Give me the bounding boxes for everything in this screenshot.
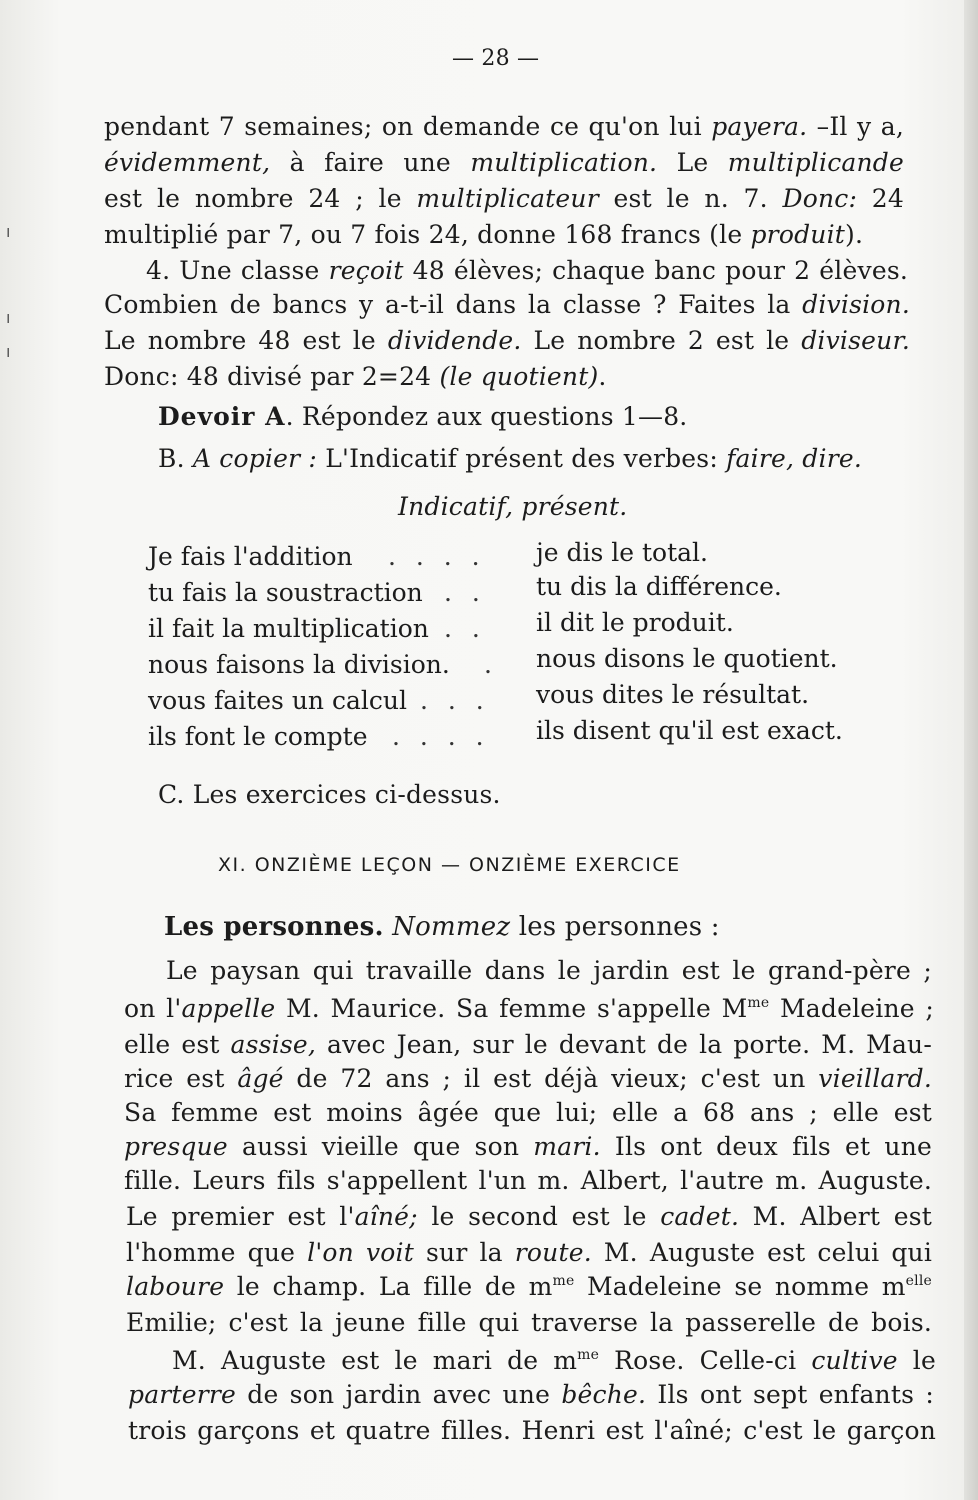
lesson-line: l'homme que l'on voit sur la route. M. Auguste est celui qui bbox=[126, 1238, 933, 1267]
conjugation-left-1: tu fais la soustraction bbox=[148, 578, 423, 607]
text-line: Donc: 48 divisé par 2=24 (le quotient). bbox=[104, 362, 607, 391]
conjugation-title: Indicatif, présent. bbox=[398, 492, 628, 521]
lesson-line: Le paysan qui travaille dans le jardin est le grand-père ; bbox=[166, 956, 932, 985]
lesson-line: Le premier est l'aîné; le second est le cadet. M. Albert est bbox=[126, 1202, 932, 1231]
text-line: est le nombre 24 ; le multiplicateur est le n. 7. Donc: 24 bbox=[104, 184, 904, 213]
lesson-heading: XI. ONZIÈME LEÇON — ONZIÈME EXERCICE bbox=[218, 854, 681, 876]
conjugation-right-2: il dit le produit. bbox=[536, 608, 734, 637]
lesson-line: presque aussi vieille que son mari. Ils ont deux fils et une bbox=[124, 1132, 932, 1161]
lesson-intro: Les personnes. Nommez les personnes : bbox=[164, 912, 720, 942]
devoir-a: Devoir A. Répondez aux questions 1—8. bbox=[158, 402, 688, 431]
devoir-b: B. A copier : L'Indicatif présent des verbes: faire, dire. bbox=[158, 444, 862, 473]
conjugation-dots-4: . . . bbox=[420, 686, 490, 715]
conjugation-right-1: tu dis la différence. bbox=[536, 572, 782, 601]
lesson-line: elle est assise, avec Jean, sur le devant de la porte. M. Mau- bbox=[124, 1030, 933, 1059]
lesson-line: Emilie; c'est la jeune fille qui traverse la passerelle de bois. bbox=[126, 1308, 932, 1337]
conjugation-dots-1: . . bbox=[444, 578, 486, 607]
conjugation-left-2: il fait la multiplication bbox=[148, 614, 429, 643]
conjugation-left-3: nous faisons la division. bbox=[148, 650, 450, 679]
margin-handwriting bbox=[30, 500, 106, 533]
lesson-line: on l'appelle M. Maurice. Sa femme s'appelle $M^{me}$ Madeleine ; bbox=[124, 994, 935, 1023]
conjugation-dots-2: . . bbox=[444, 614, 486, 643]
text-line: Le nombre 48 est le dividende. Le nombre 2 est le diviseur. bbox=[104, 326, 910, 355]
conjugation-dots-3: . bbox=[484, 650, 498, 679]
lesson-line: parterre de son jardin avec une bêche. Ils ont sept enfants : bbox=[128, 1380, 934, 1409]
margin-mark: ı bbox=[6, 342, 11, 361]
conjugation-left-0: Je fais l'addition bbox=[148, 542, 353, 571]
margin-mark: ı bbox=[6, 308, 11, 327]
text-line: 4. Une classe reçoit 48 élèves; chaque banc pour 2 élèves. bbox=[146, 256, 908, 285]
conjugation-right-3: nous disons le quotient. bbox=[536, 644, 838, 673]
lesson-line: Sa femme est moins âgée que lui; elle a 68 ans ; elle est bbox=[124, 1098, 932, 1127]
lesson-line: fille. Leurs fils s'appellent l'un m. Albert, l'autre m. Auguste. bbox=[124, 1166, 932, 1195]
conjugation-right-0: je dis le total. bbox=[536, 538, 708, 567]
lesson-line: laboure le champ. La fille de $m^{me}$ Madeleine se nomme $m^{elle}$ bbox=[126, 1272, 932, 1301]
conjugation-right-4: vous dites le résultat. bbox=[536, 680, 810, 709]
conjugation-left-5: ils font le compte bbox=[148, 722, 368, 751]
text-line: multiplié par 7, ou 7 fois 24, donne 168 francs (le produit). bbox=[104, 220, 864, 249]
lesson-line: M. Auguste est le mari de $m^{me}$ Rose. Celle-ci cultive le bbox=[172, 1346, 936, 1375]
lesson-line: trois garçons et quatre filles. Henri est l'aîné; c'est le garçon bbox=[128, 1416, 936, 1445]
margin-mark: ı bbox=[6, 222, 11, 241]
text-line: Combien de bancs y a-t-il dans la classe ? Faites la division. bbox=[104, 290, 910, 319]
page-edge bbox=[964, 0, 978, 1500]
conjugation-dots-5: . . . . bbox=[392, 722, 490, 751]
conjugation-dots-0: . . . . bbox=[388, 542, 486, 571]
conjugation-right-5: ils disent qu'il est exact. bbox=[536, 716, 843, 745]
text-line: évidemment, à faire une multiplication. Le multiplicande bbox=[104, 148, 904, 177]
page-number: — 28 — bbox=[452, 46, 540, 71]
devoir-c: C. Les exercices ci-dessus. bbox=[158, 780, 501, 809]
conjugation-left-4: vous faites un calcul bbox=[148, 686, 407, 715]
lesson-line: rice est âgé de 72 ans ; il est déjà vieux; c'est un vieillard. bbox=[124, 1064, 933, 1093]
text-line: pendant 7 semaines; on demande ce qu'on lui payera. –Il y a, bbox=[104, 112, 904, 141]
